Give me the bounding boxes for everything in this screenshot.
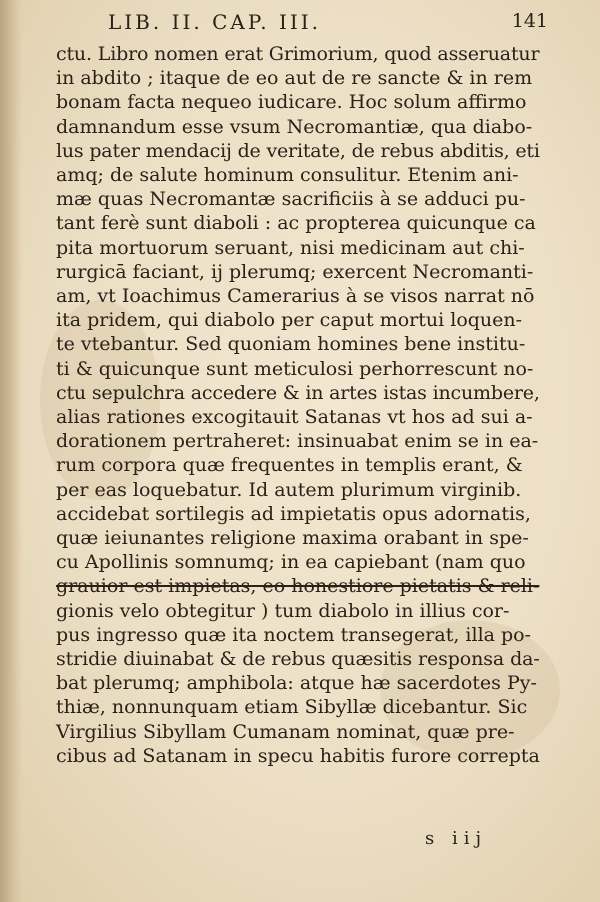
text-line: lus pater mendacij de veritate, de rebus abditis, eti — [56, 139, 540, 162]
page-number: 141 — [511, 10, 548, 32]
text-line: cibus ad Satanam in specu habitis furore correpta — [56, 744, 540, 767]
text-line: alias rationes excogitauit Satanas vt hos ad sui a- — [56, 406, 533, 429]
struck-text-line: grauior est impietas, eo honestiore pietatis & reli- — [56, 575, 540, 598]
page-header — [108, 10, 548, 38]
text-line: stridie diuinabat & de rebus quæsitis responsa da- — [56, 648, 540, 671]
text-line: pus ingresso quæ ita noctem transegerat, illa po- — [56, 623, 532, 646]
text-line: cu Apollinis somnumq; in ea capiebant (nam quo — [56, 551, 526, 574]
text-line: te vtebantur. Sed quoniam homines bene institu- — [56, 333, 526, 356]
body-text — [56, 42, 540, 768]
text-line: Virgilius Sibyllam Cumanam nominat, quæ pre- — [56, 720, 515, 743]
text-line: bonam facta nequeo iudicare. Hoc solum affirmo — [56, 91, 527, 114]
text-line: ti & quicunque sunt meticulosi perhorrescunt no- — [56, 357, 534, 380]
text-line: tant ferè sunt diaboli : ac propterea quicunque ca — [56, 212, 536, 235]
signature-mark: s iij — [425, 828, 488, 849]
text-line: damnandum esse vsum Necromantiæ, qua diabo- — [56, 115, 533, 138]
text-line: pita mortuorum seruant, nisi medicinam aut chi- — [56, 236, 525, 259]
text-line: rurgicā faciant, ij plerumq; exercent Necromanti- — [56, 260, 534, 283]
binding-gutter — [0, 0, 22, 902]
text-line: gionis velo obtegitur ) tum diabolo in illius cor- — [56, 599, 510, 622]
text-line: accidebat sortilegis ad impietatis opus adornatis, — [56, 502, 531, 525]
text-line: am, vt Ioachimus Camerarius à se visos narrat nō — [56, 285, 535, 308]
text-line: rum corpora quæ frequentes in templis erant, & — [56, 454, 523, 477]
text-line: quæ ieiunantes religione maxima orabant in spe- — [56, 527, 529, 550]
text-line: bat plerumq; amphibola: atque hæ sacerdotes Py- — [56, 672, 537, 695]
running-head: LIB. II. CAP. III. — [108, 10, 322, 34]
text-line: per eas loquebatur. Id autem plurimum virginib. — [56, 478, 522, 501]
text-line: ita pridem, qui diabolo per caput mortui loquen- — [56, 309, 523, 332]
text-line: amq; de salute hominum consulitur. Etenim ani- — [56, 164, 519, 187]
text-line: in abdito ; itaque de eo aut de re sancte & in rem — [56, 67, 533, 90]
text-line: ctu. Libro nomen erat Grimorium, quod asseruatur — [56, 43, 540, 65]
text-line: mæ quas Necromantæ sacrificiis à se adduci pu- — [56, 188, 526, 211]
text-line: ctu sepulchra accedere & in artes istas incumbere, — [56, 381, 540, 404]
text-line: thiæ, nonnunquam etiam Sibyllæ dicebantur. Sic — [56, 696, 528, 719]
text-line: dorationem pertraheret: insinuabat enim se in ea- — [56, 430, 539, 453]
